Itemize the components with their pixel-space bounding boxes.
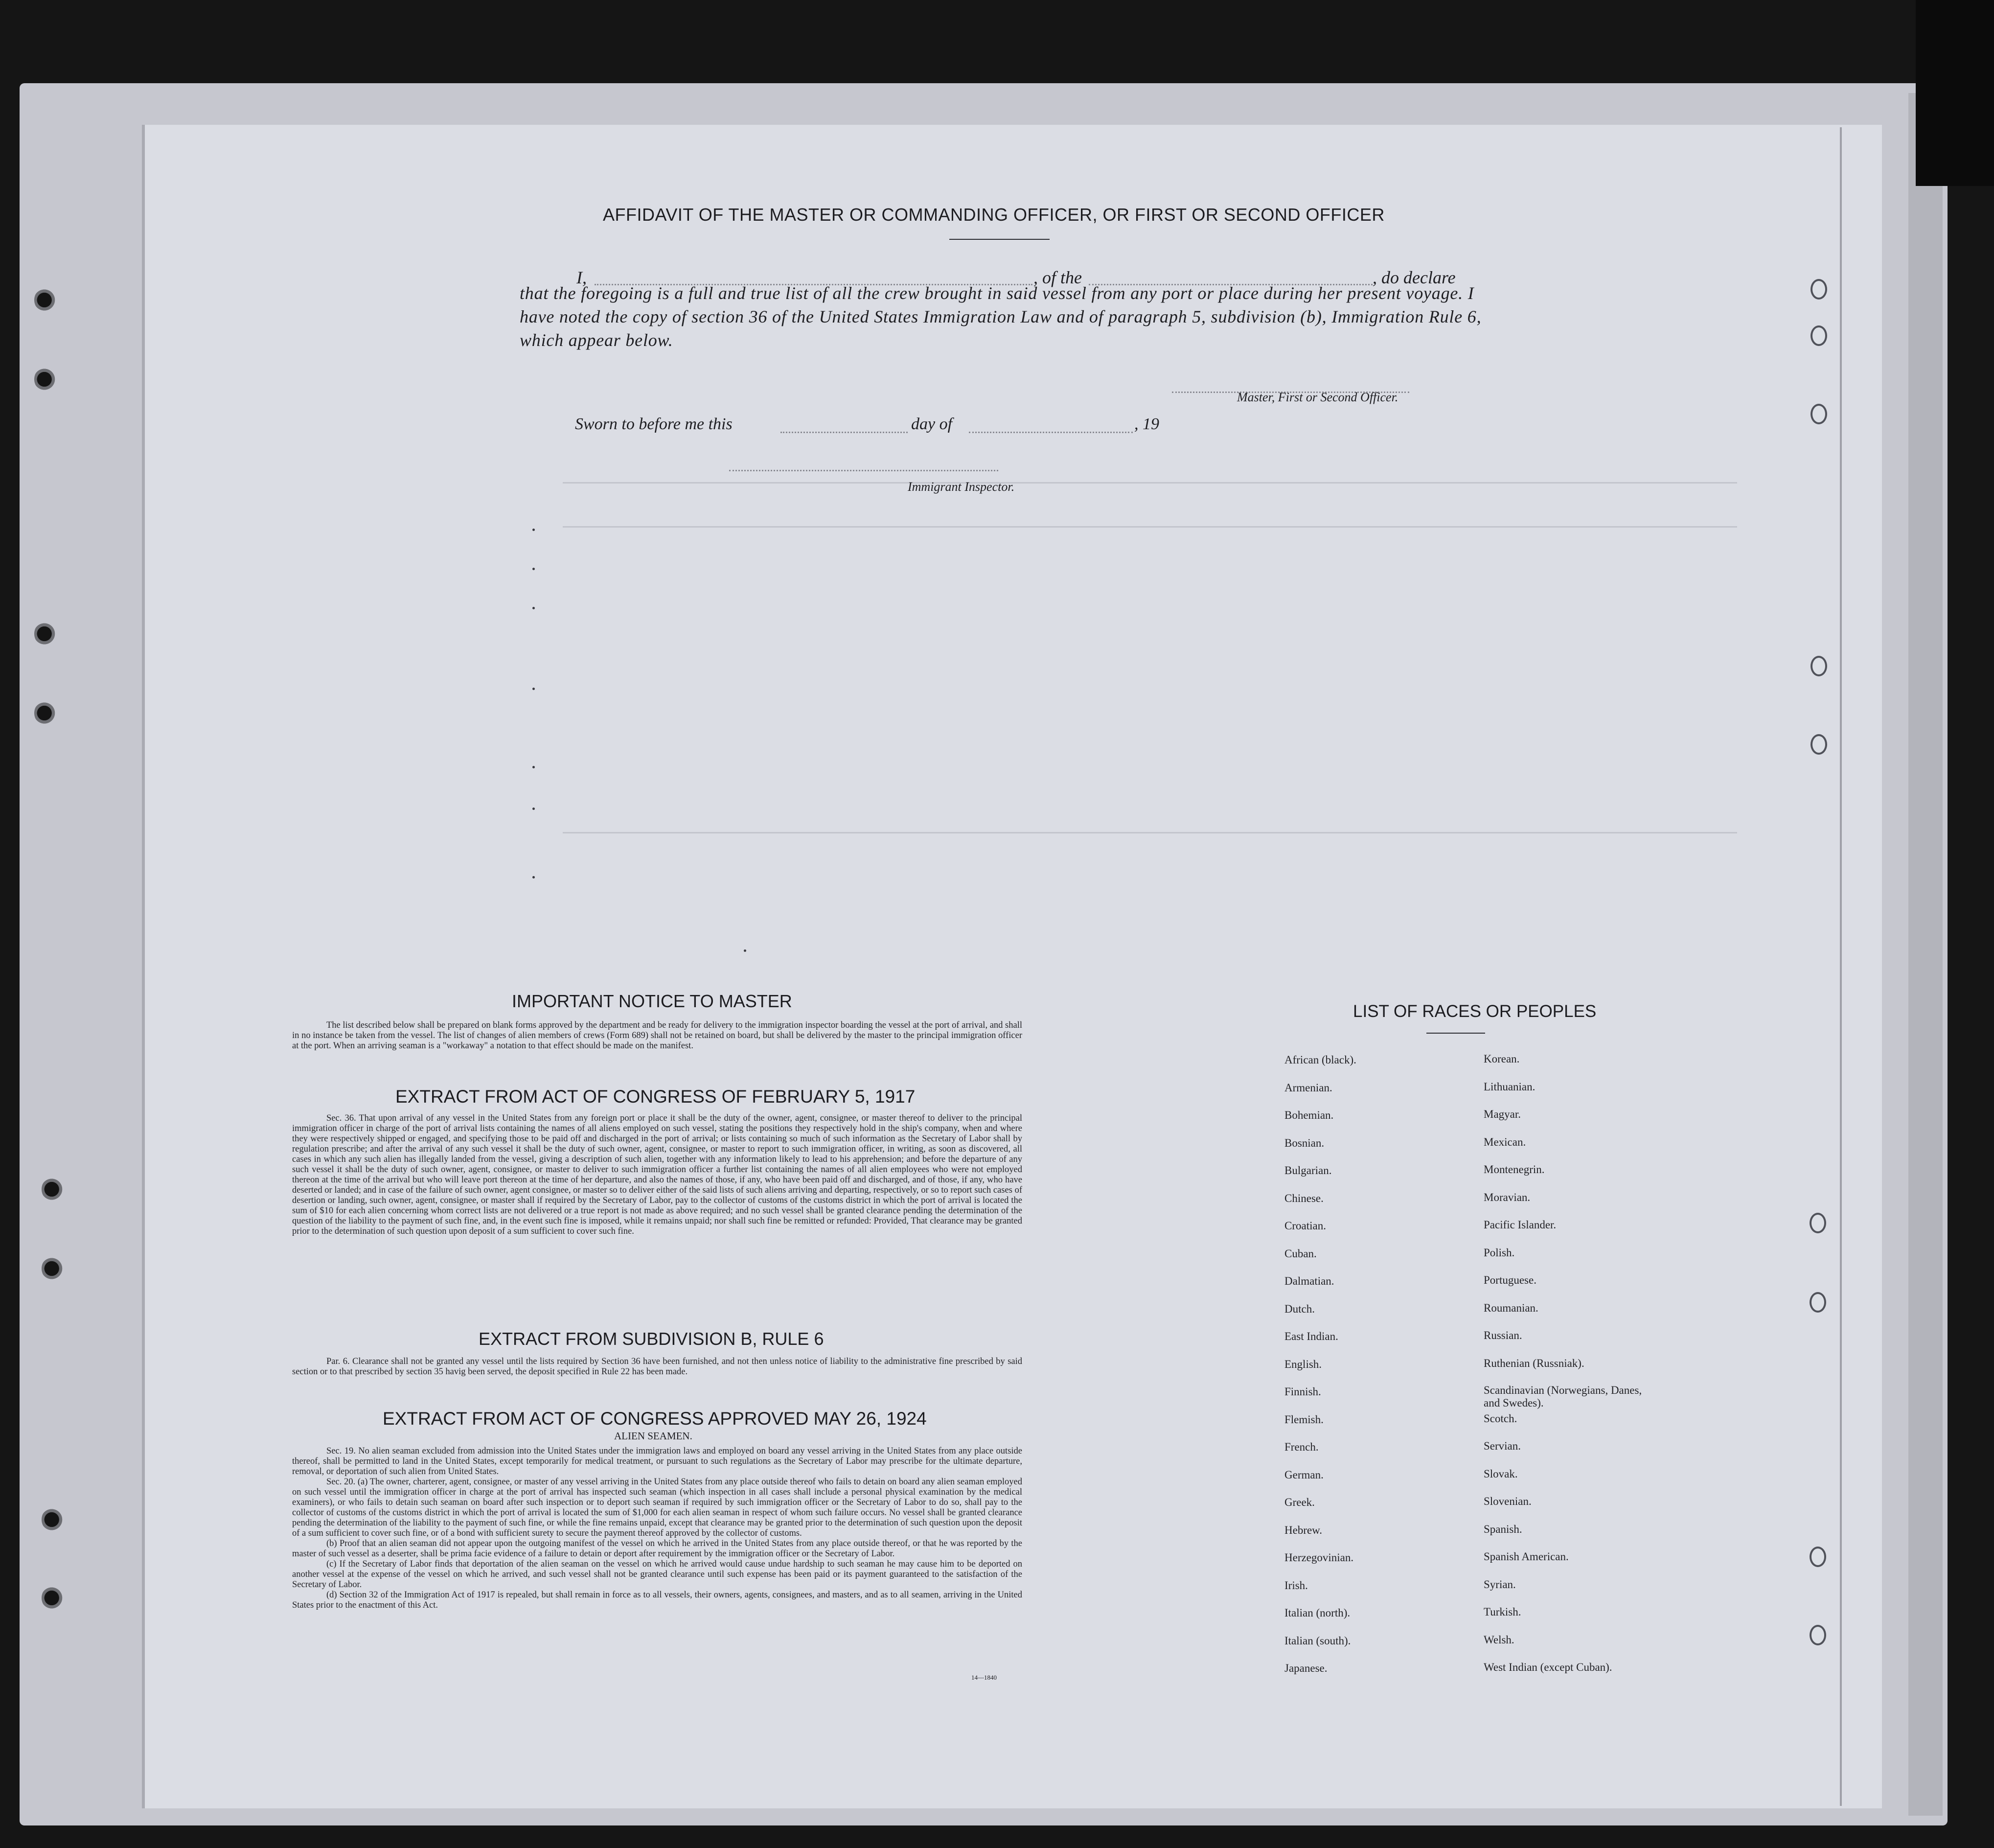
extract-rule6-title: EXTRACT FROM SUBDIVISION B, RULE 6 [479, 1329, 824, 1349]
race-item: Bulgarian. [1284, 1164, 1332, 1177]
binder-hole [34, 622, 57, 646]
inspector-label: Immigrant Inspector. [908, 480, 1015, 494]
race-item: Irish. [1284, 1579, 1308, 1592]
stray-mark [532, 688, 535, 690]
day-blank [780, 432, 908, 433]
races-title: LIST OF RACES OR PEOPLES [1353, 1002, 1597, 1021]
race-item: Italian (north). [1284, 1607, 1351, 1619]
race-item: Scandinavian (Norwegians, Danes, and Swedes). [1484, 1384, 1642, 1409]
backing-sheet-edge [1908, 93, 1943, 1816]
margin-ring [1810, 1292, 1826, 1313]
month-blank [969, 432, 1133, 433]
margin-ring [1811, 734, 1827, 755]
binder-hole [34, 701, 57, 725]
binder-hole [42, 1586, 64, 1610]
notice-title: IMPORTANT NOTICE TO MASTER [512, 991, 792, 1011]
inspector-signature-blank [729, 470, 998, 471]
race-item: Slovenian. [1484, 1495, 1532, 1507]
race-item: Spanish American. [1484, 1550, 1569, 1563]
stray-mark [532, 766, 535, 768]
race-item: Servian. [1484, 1440, 1521, 1452]
race-item: Pacific Islander. [1484, 1219, 1557, 1231]
affidavit-prefix: I, [576, 268, 587, 287]
race-item: Flemish. [1284, 1413, 1324, 1426]
extract-rule6-text [292, 1357, 1022, 1377]
race-item: Armenian. [1284, 1081, 1332, 1094]
extract-1924-paragraph: Sec. 19. No alien seaman excluded from admission into the United States under the immigration laws and employed on board any vessel arriving in the United States from any place outside thereof, shall be permitted to land in the United States, except temporarily for medical treatment, or pursuant to such regulations as the Secretary of Labor may prescribe for the ultimate departure, removal, or deportation of such alien from United States. [292, 1446, 1022, 1477]
race-item: West Indian (except Cuban). [1484, 1661, 1612, 1673]
race-item: Dalmatian. [1284, 1275, 1334, 1287]
stray-mark [532, 568, 535, 570]
extract-1917-title: EXTRACT FROM ACT OF CONGRESS OF FEBRUARY 5, 1917 [395, 1086, 916, 1107]
race-item: East Indian. [1284, 1330, 1338, 1342]
margin-ring [1811, 404, 1827, 424]
extract-1924-paragraph: (d) Section 32 of the Immigration Act of 1917 is repealed, but shall remain in force as to all vessels, their owners, agents, consignees, and masters, and as to all seamen, arriving in the United States prior to the enactment of this Act. [292, 1590, 1022, 1610]
stray-mark [532, 876, 535, 878]
race-item: Polish. [1484, 1246, 1515, 1259]
race-item: Slovak. [1484, 1467, 1518, 1480]
extract-1924-text [292, 1446, 1022, 1611]
race-item: Finnish. [1284, 1386, 1321, 1398]
race-item: Welsh. [1484, 1633, 1514, 1646]
margin-ring [1810, 1213, 1826, 1233]
race-item: Russian. [1484, 1329, 1522, 1341]
scan-dark-corner [1916, 0, 1994, 186]
race-item: Herzegovinian. [1284, 1551, 1354, 1564]
page-edge [1840, 127, 1871, 1806]
notice-paragraph: The list described below shall be prepared on blank forms approved by the department and be ready for delivery to the immigration inspector boarding the vessel at the port of arrival, and shall in no instance be taken from the vessel. The list of changes of alien members of crews (Form 689) shall not be retained on board, but shall be delivered by the master to the principal immigration officer at the port. When an arriving seaman is a "workaway" a notation to that effect should be made on the manifest. [292, 1020, 1022, 1051]
extract-1924-paragraph: Sec. 20. (a) The owner, charterer, agent, consignee, or master of any vessel arriving in the United States from any place outside thereof who fails to detain on board any alien seaman employed on such vessel until the immigration officer in charge at the port of arrival has inspected such seaman (which inspection in all cases shall include a personal physical examination by the medical examiners), or who fails to detain such seaman on board after such inspection or to deport such seaman if required by such immigration officer or the Secretary of Labor to do so, shall pay to the collector of customs of the customs district in which the port of arrival is located the sum of $1,000 for each alien seaman in respect of whom such failure occurs. No vessel shall be granted clearance pending the determination of the liability to the payment of such fine, or while the fine remains unpaid, except that clearance may be granted prior to the determination of such question upon the deposit of a sum sufficient to cover such fine, or of a bond with sufficient surety to secure the payment thereof approved by the collector of customs. [292, 1477, 1022, 1538]
race-item: Syrian. [1484, 1578, 1516, 1591]
races-left-column [1284, 1053, 1356, 1689]
affidavit-of-the: , of the [1033, 268, 1082, 287]
show-through-line [563, 482, 1737, 484]
race-item: Dutch. [1284, 1302, 1315, 1315]
extract-1924-paragraph: (b) Proof that an alien seaman did not appear upon the outgoing manifest of the vessel on which he arrived in the United States from any place outside thereof, or that he was reported by the master of such vessel as a deserter, shall be prima facie evidence of a failure to detain or deport after requirement by the immigration officer or the Secretary of Labor. [292, 1539, 1022, 1559]
notice-text [292, 1020, 1022, 1051]
stray-mark [744, 949, 746, 952]
affidavit-title: AFFIDAVIT OF THE MASTER OR COMMANDING OFFICER, OR FIRST OR SECOND OFFICER [603, 205, 1385, 225]
extract-1924-subtitle: ALIEN SEAMEN. [614, 1430, 692, 1442]
binder-hole [42, 1177, 64, 1201]
sworn-prefix: Sworn to before me this [575, 415, 733, 433]
race-item: Mexican. [1484, 1135, 1526, 1148]
extract-1924-title: EXTRACT FROM ACT OF CONGRESS APPROVED MAY 26, 1924 [383, 1409, 927, 1429]
race-item: Lithuanian. [1484, 1080, 1536, 1093]
affidavit-body: that the foregoing is a full and true list of all the crew brought in said vessel from any port or place during her present voyage. I have noted the copy of section 36 of the United States Immigration Law and of paragraph 5, subdivision (b), Immigration Rule 6, which appear below. [520, 283, 1482, 350]
margin-ring [1810, 1625, 1826, 1645]
sworn-year: , 19 [1134, 415, 1159, 433]
master-signature-label: Master, First or Second Officer. [1237, 390, 1398, 404]
race-item: Italian (south). [1284, 1634, 1351, 1647]
races-title-underline [1426, 1033, 1485, 1034]
stray-mark [532, 808, 535, 810]
race-item: Japanese. [1284, 1662, 1328, 1674]
form-number: 14—1840 [971, 1674, 997, 1681]
races-right-column [1484, 1052, 1660, 1688]
show-through-line [563, 526, 1737, 528]
race-item: German. [1284, 1468, 1324, 1481]
binder-hole [42, 1256, 64, 1281]
race-item: Cuban. [1284, 1247, 1317, 1260]
race-item: Croatian. [1284, 1220, 1326, 1232]
race-item: Korean. [1484, 1053, 1520, 1065]
race-item: Hebrew. [1284, 1524, 1323, 1536]
race-item: Scotch. [1484, 1412, 1517, 1425]
race-item: Moravian. [1484, 1191, 1531, 1203]
extract-1917-text [292, 1113, 1022, 1237]
race-item: Portuguese. [1484, 1274, 1536, 1286]
race-item: Bohemian. [1284, 1109, 1334, 1121]
extract-1917-paragraph: Sec. 36. That upon arrival of any vessel in the United States from any foreign port or place it shall be the duty of the owner, agent, consignee, or master thereof to deliver to the principal immigration officer in charge of the port of arrival lists containing the names of all aliens employed on such vessel, stating the positions they respectively hold in the ship's company, when and where they were respectively shipped or engaged, and specifying those to be paid off and discharged in the port of arrival; or lists containing so much of such information as the Secretary of Labor shall by regulation prescribe; and after the arrival of any such vessel it shall be the duty of such owner, agent, consignee, or master to report to such immigration officer, in writing, as soon as discovered, all cases in which any such alien has illegally landed from the vessel, giving a description of such alien, together with any information likely to lead to his apprehension; and before the departure of any such vessel it shall be the duty of such owner, agent, consignee, or master to deliver to such immigration officer a further list containing the names of all alien employees who were not employed thereon at the time of the arrival but who will leave port thereon at the time of her departure, and also the names of those, if any, who have been paid off and discharged, and of those, if any, who have deserted or landed; and in case of the failure of such owner, agent consignee, or master so to deliver either of the said lists of such aliens arriving and departing, respectively, or so to report such cases of desertion or landing, such owner, agent, consignee, or master shall if required by the Secretary of Labor, pay to the collector of customs of the customs district in which the port of arrival is located the sum of $10 for each alien concerning whom correct lists are not delivered or a true report is not made as above required; and no such vessel shall be granted clearance pending the determination of the question of the liability to the payment of such fine, and, in the event such fine is imposed, while it remains unpaid; nor shall such fine be remitted or refunded: Provided, That clearance may be granted prior to the determination of such question upon deposit of a sum sufficient to cover such fine. [292, 1113, 1022, 1236]
margin-ring [1811, 656, 1827, 676]
race-item: French. [1284, 1441, 1319, 1453]
sworn-day-of: day of [911, 415, 953, 433]
race-item: English. [1284, 1358, 1322, 1370]
binder-hole [42, 1507, 64, 1532]
title-underline [949, 239, 1050, 240]
race-item: Spanish. [1484, 1523, 1522, 1535]
show-through-line [563, 832, 1737, 833]
race-item: Ruthenian (Russniak). [1484, 1357, 1584, 1369]
margin-ring [1811, 279, 1827, 300]
binder-hole [34, 288, 57, 312]
margin-ring [1810, 1547, 1826, 1567]
affidavit-declare: , do declare [1373, 268, 1456, 287]
race-item: Greek. [1284, 1496, 1315, 1508]
stray-mark [532, 529, 535, 531]
margin-ring [1811, 325, 1827, 346]
binder-hole [34, 367, 57, 392]
extract-rule6-paragraph: Par. 6. Clearance shall not be granted any vessel until the lists required by Section 36 have been furnished, and not then unless notice of liability to the administrative fine prescribed by said section or to that prescribed by section 35 havig been served, the deposit specified in Rule 22 has been made. [292, 1357, 1022, 1377]
extract-1924-paragraph: (c) If the Secretary of Labor finds that deportation of the alien seaman on the vessel on which he arrived would cause undue hardship to such seaman he may cause him to be deported on another vessel at the expense of the vessel on which he arrived, and such vessel shall not be granted clearance until such expense has been paid or its payment guaranteed to the satisfaction of the Secretary of Labor. [292, 1559, 1022, 1590]
race-item: Roumanian. [1484, 1301, 1538, 1314]
race-item: Chinese. [1284, 1192, 1324, 1204]
stray-mark [532, 607, 535, 609]
race-item: Montenegrin. [1484, 1163, 1545, 1176]
race-item: Turkish. [1484, 1606, 1521, 1618]
race-item: Bosnian. [1284, 1136, 1325, 1149]
race-item: African (black). [1284, 1054, 1356, 1066]
race-item: Magyar. [1484, 1108, 1521, 1120]
